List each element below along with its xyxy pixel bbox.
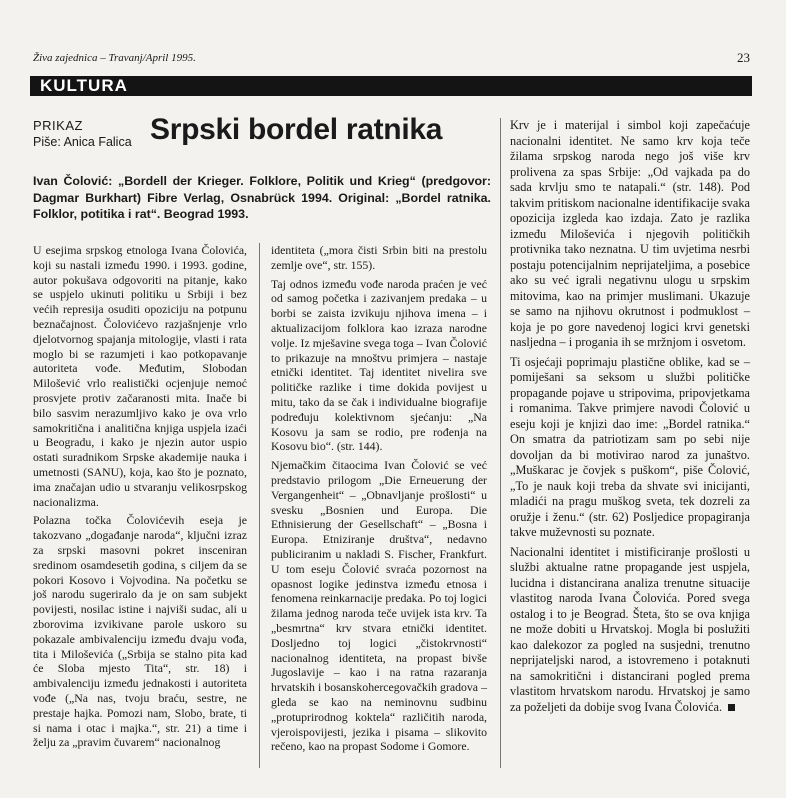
paragraph: Njemačkim čitaocima Ivan Čolović se već predstavio prilogom „Die Erneuerung der Vergangenheit“ – „Obnavljanje prošlosti“ u svesku „Bosnien und Europa. Die Ethnisierung der Gesellschaft“ – „Bosna i Europa. Etniziranje društva“, nedavno publiciranim u nakladi S. Fischer, Frankfurt. U tom eseju Čolović svraća pozornost na opasnost logike jedinstva između etnosa i fenomena reinkarnacije predaka. Po toj logici žilama jednog naroda teče uvijek ista krv. Ta „besmrtna“ krv stvara etnički identitet. Dosljedno toj logici „čistokrvnosti“ nacionalnog identiteta, na propast bivše Jugoslavije – kao i na ratna razaranja hrvatskih i bosanskohercegovačkih gradova – gleda se kao na neminovnu sudbinu „protuprirodnog koktela“ različitih naroda, vjeroispovijesti, jezika i pisama – slikovito rečeno, kao na propast Sodome i Gomore. [271,458,487,754]
paragraph-text: Nacionalni identitet i mistificiranje prošlosti u službi aktualne ratne propagande jest uspjela, lucidna i distancirana analiza trenutne situacije vlastitog naroda Ivana Čolovića. Pored svega ostalog i to je Beograd. Šteta, što se ova knjiga ne može dobiti u Hrvatskoj. Mogla bi poslužiti kao dalekozor za pogled na susjedni, trenutno neprijateljski narod, a istovremeno i potaknuti na samokritični i distancirani pogled prema vlastitom hrvatskom narodu. Hrvatskoj je samo za poželjeti da dobije svog Ivana Čolovića. [510,544,750,714]
paragraph: Ti osjećaji poprimaju plastične oblike, kad se – pomiješani sa seksom u službi političke propagande pojave u stripovima, pripovjetkama i romanima. Takve primjere navodi Čolović u eseju koji je knjizi dao ime: „Bordel ratnika.“ On smatra da patriotizam sam po sebi nije dovoljan da bi motivirao narod za junaštvo. „Muškarac je čovjek s puškom“, piše Čolović, „To je nauk koji treba da shvate svi inicijanti, mladići na pragu muškog sveta, tek dozreli za oružje i ženu.“ (str. 62) Posljedice propagiranja takve muževnosti su poznate. [510,354,750,539]
paragraph: identiteta („mora čisti Srbin biti na prestolu zemlje ove“, str. 155). [271,243,487,272]
article-column-3 [510,118,750,719]
paragraph: Polazna točka Čolovićevih eseja je takozvano „događanje naroda“, ključni izraz za srpski masovni pokret insceniran sredinom osamdesetih godina, s ciljem da se pokori Kosovo i Vojvodina. Na početku se još narodu sugeriralo da je on sam subjekt povijesti, nosilac istine i najviši sudac, ali u zborovima izvikivane parole uskoro su pokazale ambivalenciju između dvaju vođa, tita i Miloševića („Srbija se stalno pita kad će Sloba mjesto Tita“, str. 18) i ambivalenciju između jednakosti i autoriteta vođe („Na nas, tvoju braću, sestre, ne prestaje hajka. Pomozi nam, Slobo, brate, ti si nama i otac i majka.“, str. 21) a time i želju za „pravim čuvarem“ nacionalnog [33,513,247,750]
section-band: KULTURA [30,76,752,96]
paragraph [510,545,750,716]
paragraph: Taj odnos između vođe naroda praćen je već od samog početka i zazivanjem predaka – u borbi se zaista izvikuju njihova imena – i aktualizacijom folklora kao izraza narodne volje. Iz mješavine svega toga – Ivan Čolović to prikazuje na mnoštvu primjera – nastaje etnički identitet. Taj identitet nivelira sve političke razlike i time dokida povijest u mitu, tako da se čak i individualne biografije podređuju kolektivnom sjećanju: „Na Kosovu ja sam se rodio, pre rođenja na Kosovu bio“. (str. 144). [271,276,487,454]
article-byline: Piše: Anica Falica [33,135,132,149]
end-mark [728,704,735,711]
article-headline: Srpski bordel ratnika [150,113,443,146]
article-label-block [33,118,132,149]
article-column-1 [33,243,247,754]
paragraph: Krv je i materijal i simbol koji zapečaćuje nacionalni identitet. Ne samo krv koja teče žilama srpskog naroda nego još više krv prolivena za spas Srbije: „Od vajkada pa do sada krvlju smo te natapali.“ (str. 148). Pod takvim pritiskom nacionalne identifikacije svaka opozicija izgleda kao izdaja. Zato je razlika između Miloševića i njegovih političkih protivnika tako neznatna. U tim uvjetima nesrbi postaju potencijalnim neprijateljima, a posebice ako su već igrali negativnu ulogu u srpskim mitovima, kao na primjer muslimani. Ukazuje se samo na njihovu okrutnost i podmuklost – koja je po gore navedenoj logici krvi genetski nasljedna – i progania ih se mržnjom i osvetom. [510,118,750,349]
article-lead: Ivan Čolović: „Bordell der Krieger. Folklore, Politik und Krieg“ (predgovor: Dagmar Burkhart) Fibre Verlag, Osnabrück 1994. Original: „Bordel ratnika. Folklor, potitika i rat“. Beograd 1993. [33,174,491,221]
column-rule [259,243,260,768]
article-kicker: PRIKAZ [33,118,83,133]
paragraph: U esejima srpskog etnologa Ivana Čolovića, koji su nastali između 1990. i 1993. godine, autor pokušava odgovoriti na pitanje, kako se uspjelo ukinuti politiku u Srbiji i bez većih represija osuditi opoziciju na potpunu beznačajnost. Čolovićevo razjašnjenje vrlo djelotvornog spajanja mitologije, vlasti i rata moglo bi se razumjeti i kao potkopavanje autoriteta vođe. Međutim, Slobodan Milošević vrlo realistički ocjenjuje nemoć prosvjete protiv začaranosti mita. Inače bi bilo sasvim nerazumljivo kako je ova vrlo samokritična i analitična knjiga uspjela izaći u Beogradu, i kako je njezin autor uspio ostati suradnikom Srpske akademije nauka i umetnosti (SANU), koja, kao što je poznato, ima značajan udio u stvaranju velikosrpskog nacionalizma. [33,243,247,509]
running-head: Živa zajednica – Travanj/April 1995. [33,52,196,64]
page-number: 23 [737,50,750,65]
column-rule [500,118,501,768]
article-column-2 [271,243,487,758]
